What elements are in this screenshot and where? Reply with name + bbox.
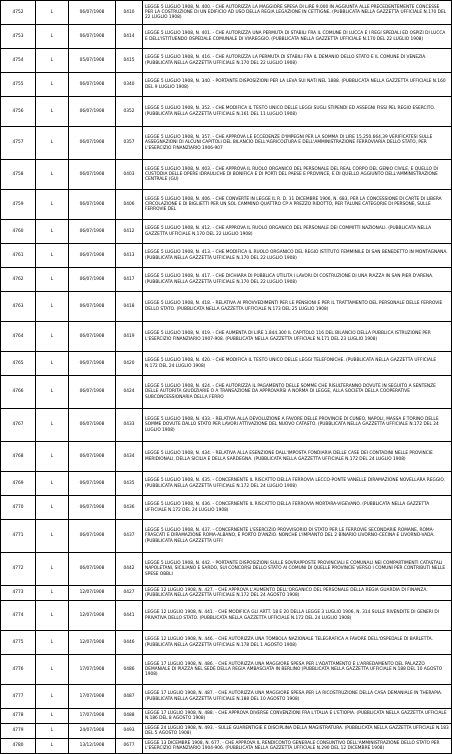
record-date: 06/07/1908 [69, 322, 116, 352]
record-description: LEGGE 5 LUGLIO 1908, N. 437. - CONCERNENTE L'ESERCIZIO PROVVISORIO DI STATO PER LE FERROVIE SECONDARIE ROMANE, ROMA-FRASCATI E DIRAMAZIONE ROMA-ALBANO, E PORTO D'ANZIO. NONCHE L'IMPIANTO DEL 2 BINARIO LIVORNO-CECINA E LIVORNO-VADA. (PUBBLICATA NELLA GAZZETTA UFFI [143, 520, 452, 553]
record-description: LEGGE 12 LUGLIO 1908, N. 446. - CHE AUTORIZZA UNA TOMBOLA NAZIONALE TELEGRAFICA A FAVORE DELL'OSPEDALE DI BARLETTA. (PUBBLICATA NELLA GAZZETTA UFFICIALE N.178 DEL 1 AGOSTO 1908) [143, 631, 452, 655]
record-description: LEGGE 5 LUGLIO 1908, N. 419. - CHE AUMENTA DI LIRE 1.844.300 IL CAPITOLO 116 DEL BILANCIO DELLA PUBBLICA ISTRUZIONE PER L'ESERCIZIO FINANZIARIO 1907-908. (PUBBLICATA NELLA GAZZETTA UFFICIALE N.171 DEL 23 LUGLIO 1908) [143, 322, 452, 352]
table-row [1, 25, 452, 49]
record-code: 0487 [116, 685, 143, 709]
record-type: L [36, 586, 69, 601]
record-description: LEGGE 5 LUGLIO 1908, N. 436. - CONCERNENTE IL RISCATTO DELLA FERROVIA MORTARA-VIGEVANO. (PUBBLICATA NELLA GAZZETTA UFFICIALE N.172 DEL 24 LUGLIO 1908) [143, 496, 452, 520]
record-date: 06/07/1908 [69, 268, 116, 292]
record-number: 4758 [1, 160, 36, 190]
record-code: 0414 [116, 25, 143, 49]
table-row [1, 190, 452, 220]
record-code: 0488 [116, 709, 143, 724]
record-description: LEGGE 12 LUGLIO 1908, N. 427. - CHE APPROVA L'AUMENTO DELL'ORGANICO DEL PERSONALE DELLA REGIA GUARDIA DI FINANZA. (PUBBLICATA NELLA GAZZETTA UFFICIALE N.172 DEL 24 AGOSTO 1908) [143, 586, 452, 601]
record-type: L [36, 127, 69, 160]
record-number: 4755 [1, 73, 36, 97]
table-row [1, 520, 452, 553]
record-type: L [36, 409, 69, 442]
record-code: 0442 [116, 553, 143, 586]
record-type: L [36, 631, 69, 655]
record-date: 06/07/1908 [69, 1, 116, 25]
record-description: LEGGE 17 LUGLIO 1908, N. 486. - CHE AUTORIZZA UNA MAGGIORE SPESA PER L'ADATTAMENTO E L'ARREDAMENTO DEL PALAZZO DEMANIALE DI PIAZZA NEL SEDE DELLA REGIA AMBASCIATA IN BERLINO (PUBBLICATA NELLA GAZZETTA UFFICIALE N.188 DEL 10 AGOSTO 1908) [143, 655, 452, 685]
record-date: 06/07/1908 [69, 553, 116, 586]
record-number: 4777 [1, 685, 36, 709]
record-code: 0406 [116, 190, 143, 220]
table-row [1, 409, 452, 442]
record-date: 06/07/1908 [69, 472, 116, 496]
record-date: 06/07/1908 [69, 244, 116, 268]
record-number: 4760 [1, 220, 36, 244]
record-date: 06/07/1908 [69, 190, 116, 220]
table-row [1, 376, 452, 409]
record-number: 4775 [1, 631, 36, 655]
record-date: 05/07/1908 [69, 49, 116, 73]
record-description: LEGGE 5 LUGLIO 1908, N. 417. - CHE DICHIARA DI PUBBLICA UTILITA I LAVORI DI COSTRUZIONE DI UNA PIAZZA IN SAN PIER D'ARENA. (PUBBLICATA NELLA GAZZETTA UFFICIALE N.170 DEL 22 LUGLIO 1908) [143, 268, 452, 292]
table-row [1, 553, 452, 586]
table-row [1, 631, 452, 655]
record-description: LEGGE 5 LUGLIO 1908, N. 340. - PORTANTE DISPOSIZIONI PER LA LEVA SUI NATI NEL 1888. (PUBBLICATA NELLA GAZZETTA UFFICIALE N.160 DEL 9 LUGLIO 1908) [143, 73, 452, 97]
record-date: 06/07/1908 [69, 376, 116, 409]
record-number: 4752 [1, 1, 36, 25]
record-type: L [36, 655, 69, 685]
record-type: L [36, 322, 69, 352]
record-date: 12/07/1908 [69, 586, 116, 601]
record-description: LEGGE 24 LUGLIO 1908, N. 493. - SULLE GUARENTIGIE E DISCIPLINA DELLA MAGISTRATURA. (PUBBLICATA NELLA GAZZETTA UFFICIALE N.183 DEL 5 AGOSTO 1908) [143, 724, 452, 739]
record-description: LEGGE 5 LUGLIO 1908, N. 406. - CHE CONVERTE IN LEGGE IL R. D. 31 DICEMBRE 1906, N. 683, PER LA CONCESSIONE DI CARTE DI LIBERA CIRCOLAZIONE E DI BIGLIETTI PER UN SOL CAMMINO QUATTRO CP A PREZZO RIDOTTO, PER TALUNE CATEGORIE DI PERSONE, SULLE FERROVIE DEL [143, 190, 452, 220]
record-description: LEGGE 5 LUGLIO 1908, N. 412. - CHE APPROVA IL RUOLO ORGANICO DEL PERSONALE DEI COMMITTI NAZIONALI. (PUBBLICATA NELLA GAZZETTA UFFICIALE N.170 DEL 22 LUGLIO 1908) [143, 220, 452, 244]
record-number: 4770 [1, 496, 36, 520]
record-number: 4764 [1, 322, 36, 352]
record-description: LEGGE 5 LUGLIO 1908, N. 420. - CHE MODIFICA IL TESTO UNICO DELLE LEGGI TELEFONICHE. (PUBBLICATA NELLA GAZZETTA UFFICIALE N.172 DEL 24 LUGLIO 1908) [143, 352, 452, 376]
table-row [1, 685, 452, 709]
record-description: LEGGE 17 LUGLIO 1908, N. 487. - CHE AUTORIZZA UNA MAGGIORE SPESA PER LA RICOSTRUZIONE DELLA CASA DEMANIALE IN THERAPIA. (PUBBLICATA NELLA GAZZETTA UFFICIALE N.188 DEL 10 AGOSTO 1908) [143, 685, 452, 709]
record-type: L [36, 190, 69, 220]
table-row [1, 127, 452, 160]
table-row [1, 1, 452, 25]
record-type: L [36, 724, 69, 739]
record-description: LEGGE 5 LUGLIO 1908, N. 401. - CHE AUTORIZZA UNA PERMUTA DI STABILI FRA IL COMUNE DI LUCCA E I REGI SPEDALI ED OSPIZI DI LUCCA E DELL'ISTITUENDO OSPEDALE COMUNALE DI VIAREGGIO. (PUBBLICATA NELLA GAZZETTA UFFICIALE N.170 DEL 22 LUGLIO 1908) [143, 25, 452, 49]
record-number: 4754 [1, 49, 36, 73]
record-code: 0418 [116, 292, 143, 322]
record-type: L [36, 376, 69, 409]
record-code: 0420 [116, 352, 143, 376]
record-date: 06/07/1908 [69, 25, 116, 49]
record-number: 4771 [1, 520, 36, 553]
record-code: 0436 [116, 496, 143, 520]
record-date: 06/07/1908 [69, 160, 116, 190]
record-date: 24/07/1908 [69, 724, 116, 739]
record-type: L [36, 496, 69, 520]
record-type: L [36, 472, 69, 496]
record-number: 4767 [1, 409, 36, 442]
record-description: LEGGE 12 LUGLIO 1908, N. 441. - CHE MODIFICA GLI ARTT. 18 E 20 DELLA LEGGE 3 LUGLIO 1906, N. 314 SULLE RIVENDITE DI GENERI DI PRIVATIVA DELLO STATO. (PUBBLICATA NELLA GAZZETTA UFFICIALE N.172 DEL 24 LUGLIO 1908) [143, 601, 452, 631]
record-number: 4772 [1, 553, 36, 586]
record-number: 4765 [1, 352, 36, 376]
record-date: 13/12/1908 [69, 739, 116, 754]
record-date: 12/07/1908 [69, 631, 116, 655]
record-code: 0433 [116, 409, 143, 442]
record-number: 4766 [1, 376, 36, 409]
table-row [1, 442, 452, 472]
record-type: L [36, 442, 69, 472]
record-number: 4756 [1, 97, 36, 127]
record-code: 0424 [116, 376, 143, 409]
record-date: 06/07/1908 [69, 73, 116, 97]
record-type: L [36, 1, 69, 25]
record-description: LEGGE 5 LUGLIO 1908, N. 352. - CHE MODIFICA IL TESTO UNICO DELLE LEGGI SUGLI STIPENDI ED ASSEGNI FISSI PEL REGIO ESERCITO. (PUBBLICATA NELLA GAZZETTA UFFICIALE N.161 DEL 11 LUGLIO 1908) [143, 97, 452, 127]
record-code: 0677 [116, 739, 143, 754]
record-type: L [36, 601, 69, 631]
record-date: 17/07/1908 [69, 709, 116, 724]
record-description: LEGGE 5 LUGLIO 1908, N. 357. - CHE APPROVA LE ECCEDENZE D'IMPEGNI PER LA SOMMA DI LIRE 15.250.664,39 VERIFICATESI SULLE ASSEGNAZIONI DI ALCUNI CAPITOLI DEL BILANCIO DELL'AGRICOLTURA E DELL'AMMINISTRAZIONE FERROVIARIA DELLO STATO, PER L'ESERCIZIO FINANZIARIO 1906-907 [143, 127, 452, 160]
table-row [1, 352, 452, 376]
record-code: 0340 [116, 73, 143, 97]
record-date: 06/07/1908 [69, 292, 116, 322]
record-code: 0434 [116, 442, 143, 472]
record-type: L [36, 709, 69, 724]
record-number: 4773 [1, 586, 36, 601]
record-code: 0446 [116, 631, 143, 655]
record-type: L [36, 97, 69, 127]
table-row [1, 709, 452, 724]
record-description: LEGGE 5 LUGLIO 1908, N. 433. - RELATIVA ALLA DEVOLUZIONE A FAVORE DELLE PROVINCIE DI CUNEO, NAPOLI, MASSA E TORINO DELLE SOMME DOVUTE DALLO STATO PER LAVORI ATTIVAZIONE DEL NUOVO CATASTO. (PUBBLICATA NELLA GAZZETTA UFFICIALE N.172 DEL 24 LUGLIO 1908) [143, 409, 452, 442]
record-type: L [36, 220, 69, 244]
record-number: 4761 [1, 244, 36, 268]
record-number: 4778 [1, 709, 36, 724]
record-description: LEGGE 5 LUGLIO 1908, N. 434. - RELATIVA ALLA ESENZIONE DALL'IMPOSTA FONDIARIA DELLE CASE DEI CONTADINI NELLE PROVINCIE MERIDIONALI, DELLA SICILIA E DELLA SARDEGNA. (PUBBLICATA NELLA GAZZETTA UFFICIALE N.172 DEL 24 LUGLIO 1908) [143, 442, 452, 472]
record-type: L [36, 25, 69, 49]
record-number: 4776 [1, 655, 36, 685]
record-type: L [36, 73, 69, 97]
record-code: 0419 [116, 322, 143, 352]
record-number: 4769 [1, 472, 36, 496]
record-description: LEGGE 17 LUGLIO 1908, N. 488. - CHE APPROVA DIVERSE CONVENZIONI FRA L'ITALIA E L'ETIOPIA. (PUBBLICATA NELLA GAZZETTA UFFICIALE N.186 DEL 8 AGOSTO 1908) [143, 709, 452, 724]
record-type: L [36, 49, 69, 73]
record-type: L [36, 244, 69, 268]
record-code: 0352 [116, 97, 143, 127]
record-description: LEGGE 5 LUGLIO 1908, N. 442. - PORTANTE DISPOSIZIONI SULLE SOVRAPPOSTE PROVINCIALI E COMUNALI NEI COMPARTIMENTI CATASTALI NAPOLETANI, SICILIANO E SARDO, SUI CONCORSI DELLO STATO AI COMUNI DI QUELLE PROVINCIE VERSO I COMUNI PER CONTRIBUTI NELLE SPESE OBBLI [143, 553, 452, 586]
record-date: 17/07/1908 [69, 655, 116, 685]
table-row [1, 601, 452, 631]
table-row [1, 220, 452, 244]
record-number: 4757 [1, 127, 36, 160]
record-type: L [36, 268, 69, 292]
record-date: 06/07/1908 [69, 127, 116, 160]
record-code: 0441 [116, 601, 143, 631]
record-description: LEGGE 5 LUGLIO 1908, N. 424. - CHE AUTORIZZA IL PAGAMENTO DELLE SOMME CHE RISULTERANNO DOVUTE IN SEGUITO A SENTENZE DELLE AUTORITA GIUDIZIARIE O A TRANSAZIONE DA APPROVARSI A NORMA DI LEGGE, ALLA SOCIETA DELLA COOPERATIVE SUBCONCESSIONARIA DELLA FERRO [143, 376, 452, 409]
record-type: L [36, 160, 69, 190]
record-date: 06/07/1908 [69, 520, 116, 553]
record-code: 0437 [116, 520, 143, 553]
record-date: 17/07/1908 [69, 685, 116, 709]
record-date: 12/07/1908 [69, 601, 116, 631]
table-row [1, 97, 452, 127]
record-number: 4779 [1, 724, 36, 739]
laws-table-body [1, 1, 452, 754]
table-row [1, 322, 452, 352]
record-date: 06/07/1908 [69, 496, 116, 520]
table-row [1, 49, 452, 73]
record-date: 06/07/1908 [69, 442, 116, 472]
table-row [1, 739, 452, 754]
table-row [1, 472, 452, 496]
table-row [1, 160, 452, 190]
table-row [1, 586, 452, 601]
record-code: 0435 [116, 472, 143, 496]
table-row [1, 268, 452, 292]
record-code: 0357 [116, 127, 143, 160]
record-description: LEGGE 5 LUGLIO 1908, N. 413. - CHE MODIFICA IL RUOLO ORGANICO DEL REGIO ISTITUTO FEMMINILE DI SAN BENEDETTO IN MONTAGNANA. (PUBBLICATA NELLA GAZZETTA UFFICIALE N.170 DEL 22 LUGLIO 1908) [143, 244, 452, 268]
record-description: LEGGE 13 DICEMBRE 1908, N. 677. - CHE APPROVA IL RENDICONTO GENERALE CONSUNTIVO DELL'AMMINISTRAZIONE DELLO STATO PER L'ESERCIZIO FINANZIARIO 1904-906. (PUBBLICATA NELLA GAZZETTA UFFICIALE N.290 DEL 12 DICEMBRE 1908) [143, 739, 452, 754]
table-row [1, 655, 452, 685]
table-row [1, 73, 452, 97]
record-description: LEGGE 5 LUGLIO 1908, N. 403. - CHE APPROVA IL RUOLO ORGANICO DEL PERSONALE DEL REAL CORPO DEL GENIO CIVILE, E QUELLO DI CUSTODIA DELLE OPERE IDRAULICHE DI BONIFICA E DI PORTI DEL PAESE E PROVINCE, E DI QUELLO AGGIUNTO DELL'AMMINISTRAZIONE CENTRALE (GU) [143, 160, 452, 190]
record-number: 4759 [1, 190, 36, 220]
record-code: 0413 [116, 244, 143, 268]
record-code: 0417 [116, 268, 143, 292]
record-description: LEGGE 5 LUGLIO 1908, N. 418. - RELATIVA AI PROVVEDIMENTI PER LE PENSIONI E PER IL TRATTAMENTO DEL PERSONALE DELLE FERROVIE DELLO STATO. (PUBBLICATA NELLA GAZZETTA UFFICIALE N.173 DEL 25 LUGLIO 1908) [143, 292, 452, 322]
record-number: 4768 [1, 442, 36, 472]
record-number: 4780 [1, 739, 36, 754]
record-type: L [36, 553, 69, 586]
record-code: 0427 [116, 586, 143, 601]
record-date: 06/07/1908 [69, 409, 116, 442]
record-number: 4763 [1, 292, 36, 322]
record-number: 4774 [1, 601, 36, 631]
record-type: L [36, 292, 69, 322]
record-code: 0403 [116, 160, 143, 190]
record-type: L [36, 739, 69, 754]
record-code: 0412 [116, 220, 143, 244]
record-code: 0493 [116, 724, 143, 739]
table-row [1, 292, 452, 322]
record-description: LEGGE 5 LUGLIO 1908, N. 416. - CHE AUTORIZZA LA PERMUTA DI STABILI FRA IL DEMANIO DELLO STATO E IL COMUNE DI VENEZIA. (PUBBLICATA NELLA GAZZETTA UFFICIALE N.170 DEL 22 LUGLIO 1908) [143, 49, 452, 73]
record-description: LEGGE 5 LUGLIO 1908, N. 435. - CONCERNENTE IL RISCATTO DELLA FERROVIA LECCO-PONTE VANELLE DIRAMAZIONE NOVELLARA REGGIO. (PUBBLICATA NELLA GAZZETTA UFFICIALE N.172 DEL 24 LUGLIO 1908) [143, 472, 452, 496]
record-code: 0486 [116, 655, 143, 685]
record-number: 4753 [1, 25, 36, 49]
record-type: L [36, 685, 69, 709]
record-date: 06/07/1908 [69, 97, 116, 127]
record-date: 06/07/1908 [69, 352, 116, 376]
table-row [1, 724, 452, 739]
record-description: LEGGE 5 LUGLIO 1908, N. 400. - CHE AUTORIZZA LA MAGGIORE SPESA DI LIRE 9.000 IN AGGIUNTA ALLE PRECEDENTEMENTE CONCESSE PER LA COSTRUZIONE DI UN EDIFICIO AD USO DELLA REGIA LEGAZIONE IN CETTIGNE. (PUBBLICATA NELLA GAZZETTA UFFICIALE N.170 DEL 22 LUGLIO 1908) [143, 1, 452, 25]
table-row [1, 496, 452, 520]
record-number: 4762 [1, 268, 36, 292]
record-code: 0415 [116, 49, 143, 73]
record-type: L [36, 352, 69, 376]
record-type: L [36, 520, 69, 553]
record-code: 0410 [116, 1, 143, 25]
record-date: 06/07/1908 [69, 220, 116, 244]
table-row [1, 244, 452, 268]
